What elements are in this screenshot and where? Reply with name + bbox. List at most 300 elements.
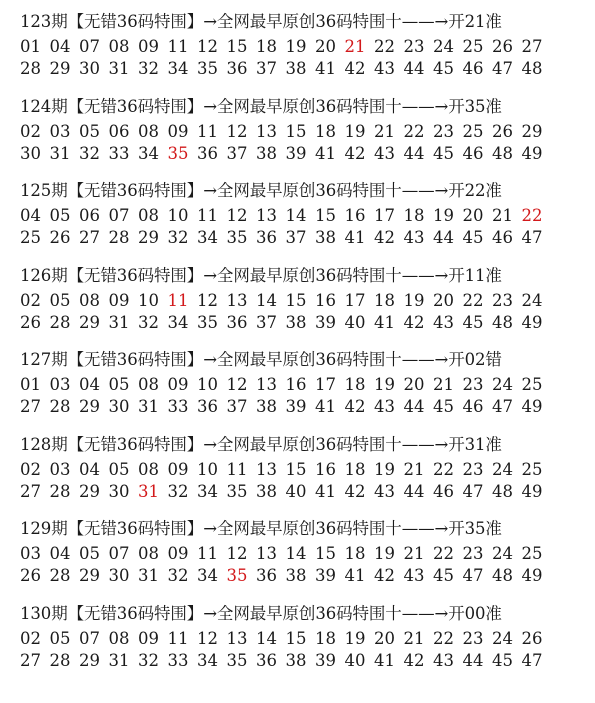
number-cell: 13 xyxy=(256,544,277,563)
number-cell: 18 xyxy=(315,121,336,141)
number-cell: 11 xyxy=(197,206,218,225)
number-cell: 09 xyxy=(167,121,189,141)
number-cell: 03 xyxy=(20,544,41,563)
number-cell: 46 xyxy=(433,481,454,501)
number-cell: 34 xyxy=(197,228,218,247)
number-row xyxy=(20,396,580,418)
number-cell: 23 xyxy=(462,375,484,394)
number-cell: 05 xyxy=(49,206,71,225)
number-cell: 37 xyxy=(285,228,307,247)
number-cell: 10 xyxy=(167,206,189,225)
number-cell: 22 xyxy=(521,206,543,225)
number-cell: 46 xyxy=(462,143,484,163)
number-cell: 23 xyxy=(462,544,484,563)
number-cell: 15 xyxy=(226,37,248,56)
number-cell: 35 xyxy=(226,481,248,501)
number-row xyxy=(20,143,580,165)
number-row xyxy=(20,481,580,503)
number-cell: 42 xyxy=(344,59,366,78)
number-cell: 24 xyxy=(433,37,454,56)
number-cell: 26 xyxy=(492,37,513,56)
number-cell: 42 xyxy=(403,312,425,332)
number-cell: 36 xyxy=(226,312,248,332)
number-cell: 11 xyxy=(167,628,189,648)
number-cell: 08 xyxy=(108,37,130,56)
number-cell: 09 xyxy=(138,37,159,56)
number-cell: 34 xyxy=(197,650,218,670)
number-cell: 24 xyxy=(492,459,513,479)
number-cell: 47 xyxy=(521,650,543,670)
number-cell: 19 xyxy=(285,37,307,56)
number-cell: 38 xyxy=(285,59,307,78)
number-cell: 22 xyxy=(433,628,454,648)
number-cell: 07 xyxy=(108,544,130,563)
number-cell: 14 xyxy=(256,290,277,310)
number-cell: 18 xyxy=(403,206,425,225)
number-cell: 13 xyxy=(256,459,277,479)
number-cell: 30 xyxy=(79,59,100,78)
number-cell: 24 xyxy=(492,375,513,394)
number-cell: 35 xyxy=(226,228,248,247)
number-cell: 08 xyxy=(138,459,159,479)
number-cell: 21 xyxy=(403,459,425,479)
number-cell: 09 xyxy=(167,544,189,563)
number-cell: 10 xyxy=(197,375,218,394)
number-cell: 05 xyxy=(79,544,100,563)
number-cell: 07 xyxy=(108,206,130,225)
number-row xyxy=(20,36,580,58)
number-cell: 18 xyxy=(344,459,366,479)
number-cell: 16 xyxy=(344,206,366,225)
number-cell: 43 xyxy=(374,397,395,416)
number-cell: 41 xyxy=(374,650,395,670)
number-cell: 02 xyxy=(20,121,41,141)
number-cell: 42 xyxy=(403,650,425,670)
number-cell: 46 xyxy=(462,397,484,416)
number-cell: 15 xyxy=(315,544,336,563)
number-cell: 48 xyxy=(521,59,543,78)
number-cell: 43 xyxy=(403,566,425,585)
number-cell: 29 xyxy=(79,650,100,670)
number-cell: 49 xyxy=(521,481,543,501)
number-cell: 11 xyxy=(167,290,189,310)
number-cell: 44 xyxy=(403,143,425,163)
number-cell: 20 xyxy=(374,628,395,648)
number-cell: 09 xyxy=(138,628,159,648)
number-row xyxy=(20,565,580,587)
number-cell: 08 xyxy=(108,628,130,648)
number-cell: 43 xyxy=(374,481,395,501)
number-cell: 18 xyxy=(315,628,336,648)
number-cell: 13 xyxy=(256,375,277,394)
number-cell: 10 xyxy=(197,459,218,479)
number-cell: 31 xyxy=(108,650,130,670)
number-cell: 11 xyxy=(197,544,218,563)
number-cell: 08 xyxy=(138,121,159,141)
number-cell: 23 xyxy=(403,37,425,56)
number-cell: 38 xyxy=(256,143,277,163)
number-cell: 28 xyxy=(49,650,71,670)
number-cell: 45 xyxy=(433,59,454,78)
number-cell: 45 xyxy=(492,650,513,670)
number-cell: 02 xyxy=(20,290,41,310)
number-cell: 47 xyxy=(492,59,513,78)
number-cell: 19 xyxy=(374,375,395,394)
number-cell: 39 xyxy=(285,143,307,163)
number-cell: 27 xyxy=(20,397,41,416)
number-cell: 39 xyxy=(315,650,336,670)
number-cell: 20 xyxy=(403,375,425,394)
number-cell: 39 xyxy=(315,566,336,585)
period-title: 126期【无错36码特围】→全网最早原创36码特围十——→开11准 xyxy=(20,265,502,285)
number-cell: 13 xyxy=(226,628,248,648)
number-cell: 12 xyxy=(197,628,218,648)
number-cell: 23 xyxy=(462,628,484,648)
number-cell: 07 xyxy=(79,37,100,56)
number-cell: 06 xyxy=(79,206,100,225)
number-cell: 11 xyxy=(226,459,248,479)
number-cell: 11 xyxy=(197,121,218,141)
period-title: 123期【无错36码特围】→全网最早原创36码特围十——→开21准 xyxy=(20,12,502,31)
number-cell: 22 xyxy=(403,121,425,141)
number-cell: 29 xyxy=(49,59,71,78)
number-cell: 35 xyxy=(197,312,218,332)
number-cell: 36 xyxy=(256,566,277,585)
number-cell: 30 xyxy=(20,143,41,163)
number-cell: 44 xyxy=(433,228,454,247)
number-cell: 36 xyxy=(256,228,277,247)
number-cell: 43 xyxy=(374,143,395,163)
number-cell: 26 xyxy=(20,566,41,585)
number-cell: 43 xyxy=(374,59,395,78)
number-cell: 32 xyxy=(138,59,159,78)
number-cell: 42 xyxy=(344,397,366,416)
number-cell: 32 xyxy=(167,566,189,585)
number-cell: 48 xyxy=(492,566,513,585)
number-cell: 06 xyxy=(108,121,130,141)
number-cell: 14 xyxy=(285,544,307,563)
number-cell: 15 xyxy=(315,206,336,225)
number-cell: 03 xyxy=(49,459,71,479)
number-row xyxy=(20,121,580,143)
number-cell: 05 xyxy=(79,121,100,141)
number-cell: 30 xyxy=(108,566,130,585)
number-cell: 39 xyxy=(315,312,336,332)
number-cell: 28 xyxy=(108,228,130,247)
number-row xyxy=(20,205,580,227)
number-cell: 49 xyxy=(521,566,543,585)
number-cell: 37 xyxy=(256,59,277,78)
number-cell: 34 xyxy=(197,481,218,501)
number-cell: 31 xyxy=(138,481,159,501)
number-cell: 38 xyxy=(285,650,307,670)
number-cell: 33 xyxy=(167,397,189,416)
number-row xyxy=(20,459,580,481)
number-cell: 25 xyxy=(521,459,543,479)
number-cell: 34 xyxy=(167,59,189,78)
number-cell: 05 xyxy=(49,290,71,310)
number-cell: 18 xyxy=(374,290,395,310)
number-cell: 08 xyxy=(138,544,159,563)
number-cell: 40 xyxy=(285,481,307,501)
number-cell: 04 xyxy=(79,459,100,479)
number-cell: 29 xyxy=(79,312,100,332)
number-cell: 11 xyxy=(167,37,189,56)
number-cell: 40 xyxy=(344,312,366,332)
number-cell: 45 xyxy=(433,397,454,416)
number-cell: 45 xyxy=(462,228,484,247)
number-cell: 19 xyxy=(433,206,454,225)
number-cell: 41 xyxy=(344,228,366,247)
number-row xyxy=(20,628,580,650)
number-cell: 13 xyxy=(256,121,277,141)
number-cell: 27 xyxy=(521,37,543,56)
number-cell: 44 xyxy=(403,481,425,501)
number-cell: 41 xyxy=(315,143,336,163)
number-cell: 24 xyxy=(521,290,543,310)
number-cell: 15 xyxy=(285,121,307,141)
number-cell: 15 xyxy=(285,459,307,479)
number-cell: 14 xyxy=(285,206,307,225)
number-cell: 24 xyxy=(492,628,513,648)
number-cell: 18 xyxy=(344,375,366,394)
number-cell: 21 xyxy=(492,206,513,225)
number-cell: 33 xyxy=(108,143,130,163)
number-cell: 44 xyxy=(462,650,484,670)
number-cell: 20 xyxy=(315,37,336,56)
number-cell: 26 xyxy=(492,121,513,141)
number-cell: 35 xyxy=(167,143,189,163)
number-cell: 41 xyxy=(374,312,395,332)
number-cell: 46 xyxy=(492,228,513,247)
number-cell: 43 xyxy=(433,650,454,670)
number-cell: 32 xyxy=(138,312,159,332)
number-cell: 24 xyxy=(492,544,513,563)
number-cell: 32 xyxy=(167,481,189,501)
number-cell: 19 xyxy=(374,459,395,479)
number-cell: 13 xyxy=(256,206,277,225)
number-cell: 29 xyxy=(79,566,100,585)
number-cell: 43 xyxy=(433,312,454,332)
number-cell: 08 xyxy=(138,206,159,225)
number-cell: 22 xyxy=(462,290,484,310)
number-cell: 31 xyxy=(138,566,159,585)
number-cell: 45 xyxy=(433,143,454,163)
number-cell: 04 xyxy=(79,375,100,394)
number-cell: 47 xyxy=(462,566,484,585)
number-cell: 14 xyxy=(256,628,277,648)
number-cell: 23 xyxy=(462,459,484,479)
number-cell: 35 xyxy=(226,566,248,585)
period-title: 127期【无错36码特围】→全网最早原创36码特围十——→开02错 xyxy=(20,350,502,369)
number-cell: 25 xyxy=(521,544,543,563)
number-row xyxy=(20,543,580,565)
number-row xyxy=(20,374,580,396)
number-cell: 18 xyxy=(256,37,277,56)
number-cell: 01 xyxy=(20,375,41,394)
number-cell: 36 xyxy=(197,397,218,416)
number-cell: 03 xyxy=(49,375,71,394)
number-row xyxy=(20,312,580,334)
number-cell: 26 xyxy=(521,628,543,648)
number-cell: 12 xyxy=(197,37,218,56)
number-row xyxy=(20,58,580,80)
number-cell: 20 xyxy=(462,206,484,225)
number-cell: 08 xyxy=(138,375,159,394)
number-cell: 17 xyxy=(374,206,395,225)
number-cell: 28 xyxy=(49,566,71,585)
number-cell: 32 xyxy=(79,143,100,163)
number-cell: 18 xyxy=(344,544,366,563)
number-cell: 31 xyxy=(49,143,71,163)
number-cell: 19 xyxy=(344,628,366,648)
number-cell: 27 xyxy=(79,228,100,247)
number-cell: 21 xyxy=(403,544,425,563)
number-cell: 15 xyxy=(285,628,307,648)
number-cell: 38 xyxy=(256,397,277,416)
number-cell: 27 xyxy=(20,481,41,501)
number-cell: 28 xyxy=(49,312,71,332)
number-cell: 13 xyxy=(226,290,248,310)
number-cell: 41 xyxy=(315,59,336,78)
number-cell: 38 xyxy=(285,312,307,332)
number-cell: 44 xyxy=(403,397,425,416)
number-cell: 23 xyxy=(433,121,454,141)
number-cell: 27 xyxy=(20,650,41,670)
number-cell: 40 xyxy=(344,650,366,670)
number-cell: 42 xyxy=(374,228,395,247)
number-cell: 10 xyxy=(138,290,159,310)
number-row xyxy=(20,290,580,312)
number-cell: 19 xyxy=(344,121,366,141)
number-cell: 28 xyxy=(20,59,41,78)
number-cell: 29 xyxy=(79,481,100,501)
number-cell: 09 xyxy=(167,375,189,394)
number-cell: 45 xyxy=(433,566,454,585)
number-cell: 36 xyxy=(226,59,248,78)
number-cell: 01 xyxy=(20,37,41,56)
number-cell: 04 xyxy=(20,206,41,225)
number-cell: 09 xyxy=(167,459,189,479)
number-cell: 35 xyxy=(226,650,248,670)
number-cell: 47 xyxy=(492,397,513,416)
number-cell: 39 xyxy=(285,397,307,416)
number-cell: 44 xyxy=(403,59,425,78)
number-cell: 25 xyxy=(462,121,484,141)
number-cell: 04 xyxy=(49,37,71,56)
number-cell: 31 xyxy=(138,397,159,416)
number-cell: 08 xyxy=(79,290,100,310)
number-cell: 05 xyxy=(108,375,130,394)
number-cell: 25 xyxy=(521,375,543,394)
number-cell: 02 xyxy=(20,628,41,648)
number-cell: 49 xyxy=(521,143,543,163)
number-cell: 36 xyxy=(197,143,218,163)
number-cell: 33 xyxy=(167,650,189,670)
number-cell: 34 xyxy=(167,312,189,332)
number-cell: 48 xyxy=(492,143,513,163)
number-cell: 49 xyxy=(521,312,543,332)
number-cell: 12 xyxy=(226,206,248,225)
number-cell: 36 xyxy=(256,650,277,670)
number-cell: 16 xyxy=(315,459,336,479)
number-row xyxy=(20,227,580,249)
number-cell: 32 xyxy=(167,228,189,247)
number-cell: 21 xyxy=(403,628,425,648)
number-cell: 21 xyxy=(433,375,454,394)
number-cell: 22 xyxy=(433,459,454,479)
number-cell: 05 xyxy=(49,628,71,648)
number-cell: 48 xyxy=(492,312,513,332)
number-cell: 12 xyxy=(197,290,218,310)
number-cell: 25 xyxy=(20,228,41,247)
number-cell: 22 xyxy=(374,37,395,56)
number-cell: 41 xyxy=(315,397,336,416)
number-cell: 49 xyxy=(521,397,543,416)
number-cell: 42 xyxy=(344,143,366,163)
number-cell: 48 xyxy=(492,481,513,501)
number-cell: 43 xyxy=(403,228,425,247)
number-cell: 37 xyxy=(226,397,248,416)
period-title: 128期【无错36码特围】→全网最早原创36码特围十——→开31准 xyxy=(20,434,502,454)
number-cell: 20 xyxy=(433,290,454,310)
number-cell: 34 xyxy=(138,143,159,163)
number-cell: 26 xyxy=(49,228,71,247)
number-cell: 16 xyxy=(315,290,336,310)
number-cell: 35 xyxy=(197,59,218,78)
number-cell: 03 xyxy=(49,121,71,141)
number-cell: 41 xyxy=(315,481,336,501)
number-cell: 09 xyxy=(108,290,130,310)
number-cell: 37 xyxy=(256,312,277,332)
number-cell: 31 xyxy=(108,59,130,78)
period-title: 125期【无错36码特围】→全网最早原创36码特围十——→开22准 xyxy=(20,181,502,200)
number-cell: 29 xyxy=(138,228,159,247)
period-title: 124期【无错36码特围】→全网最早原创36码特围十——→开35准 xyxy=(20,96,502,116)
number-cell: 37 xyxy=(226,143,248,163)
number-cell: 42 xyxy=(374,566,395,585)
number-cell: 04 xyxy=(49,544,71,563)
number-cell: 17 xyxy=(315,375,336,394)
number-cell: 41 xyxy=(344,566,366,585)
number-row xyxy=(20,650,580,672)
number-cell: 47 xyxy=(521,228,543,247)
number-cell: 05 xyxy=(108,459,130,479)
number-cell: 45 xyxy=(462,312,484,332)
number-cell: 42 xyxy=(344,481,366,501)
number-cell: 38 xyxy=(285,566,307,585)
number-cell: 47 xyxy=(462,481,484,501)
number-cell: 38 xyxy=(315,228,336,247)
number-cell: 19 xyxy=(403,290,425,310)
number-cell: 34 xyxy=(197,566,218,585)
number-cell: 30 xyxy=(108,397,130,416)
number-cell: 32 xyxy=(138,650,159,670)
number-cell: 23 xyxy=(492,290,513,310)
number-cell: 17 xyxy=(344,290,366,310)
number-cell: 07 xyxy=(79,628,100,648)
period-title: 129期【无错36码特围】→全网最早原创36码特围十——→开35准 xyxy=(20,519,502,538)
number-cell: 29 xyxy=(79,397,100,416)
number-cell: 19 xyxy=(374,544,395,563)
number-cell: 12 xyxy=(226,121,248,141)
number-cell: 16 xyxy=(285,375,307,394)
number-cell: 28 xyxy=(49,481,71,501)
number-cell: 02 xyxy=(20,459,41,479)
number-cell: 12 xyxy=(226,375,248,394)
number-cell: 15 xyxy=(285,290,307,310)
period-title: 130期【无错36码特围】→全网最早原创36码特围十——→开00准 xyxy=(20,603,502,623)
